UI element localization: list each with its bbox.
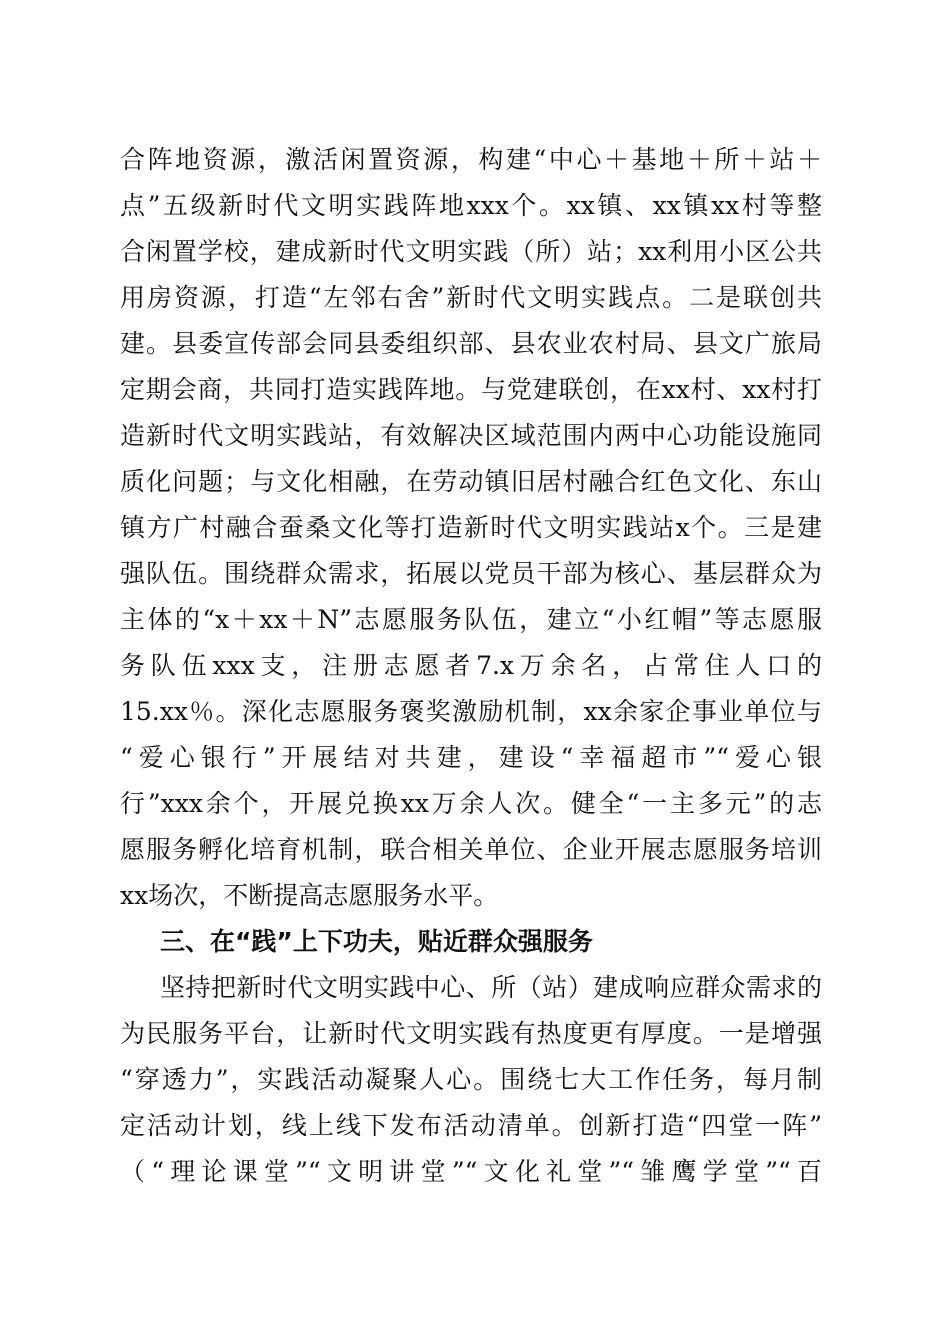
paragraph-line: xx场次，不断提高志愿服务水平。 (120, 881, 499, 910)
paragraph-line: 建。县委宣传部会同县委组织部、县农业农村局、县文广旅局 (120, 329, 822, 358)
paragraph-line: 定活动计划，线上线下发布活动清单。创新打造“四堂一阵” (120, 1111, 822, 1140)
paragraph-line: 造新时代文明实践站，有效解决区域范围内两中心功能设施同 (120, 421, 822, 450)
paragraph-line: 定期会商，共同打造实践阵地。与党建联创，在xx村、xx村打 (120, 375, 822, 404)
paragraph-line: （“理论课堂”“文明讲堂”“文化礼堂”“雏鹰学堂”“百 (120, 1157, 822, 1186)
paragraph-line: 用房资源，打造“左邻右舍”新时代文明实践点。二是联创共 (120, 283, 822, 312)
paragraph-line: 质化问题；与文化相融，在劳动镇旧居村融合红色文化、东山 (120, 467, 822, 496)
paragraph-first-line: 坚持把新时代文明实践中心、所（站）建成响应群众需求的 (160, 973, 822, 1002)
paragraph-line: “爱心银行”开展结对共建，建设“幸福超市”“爱心银 (120, 743, 822, 772)
paragraph-line: 为民服务平台，让新时代文明实践有热度更有厚度。一是增强 (120, 1019, 822, 1048)
paragraph-line: “穿透力”，实践活动凝聚人心。围绕七大工作任务，每月制 (120, 1065, 822, 1094)
paragraph-line: 镇方广村融合蚕桑文化等打造新时代文明实践站x个。三是建 (120, 513, 822, 542)
paragraph-line: 主体的“x＋xx＋N”志愿服务队伍，建立“小红帽”等志愿服 (120, 605, 822, 634)
paragraph-line: 合闲置学校，建成新时代文明实践（所）站；xx利用小区公共 (120, 237, 822, 266)
paragraph-line: 合阵地资源，激活闲置资源，构建“中心＋基地＋所＋站＋ (120, 145, 822, 174)
paragraph-line: 点”五级新时代文明实践阵地xxx个。xx镇、xx镇xx村等整 (120, 191, 822, 220)
paragraph-line: 务队伍xxx支，注册志愿者7.x万余名，占常住人口的 (120, 651, 822, 680)
paragraph-line: 强队伍。围绕群众需求，拓展以党员干部为核心、基层群众为 (120, 559, 822, 588)
paragraph-line: 愿服务孵化培育机制，联合相关单位、企业开展志愿服务培训 (120, 835, 822, 864)
section-heading: 三、在“践”上下功夫，贴近群众强服务 (160, 927, 593, 956)
paragraph-line: 行”xxx余个，开展兑换xx万余人次。健全“一主多元”的志 (120, 789, 822, 818)
paragraph-line: 15.xx％。深化志愿服务褒奖激励机制，xx余家企事业单位与 (120, 697, 822, 726)
